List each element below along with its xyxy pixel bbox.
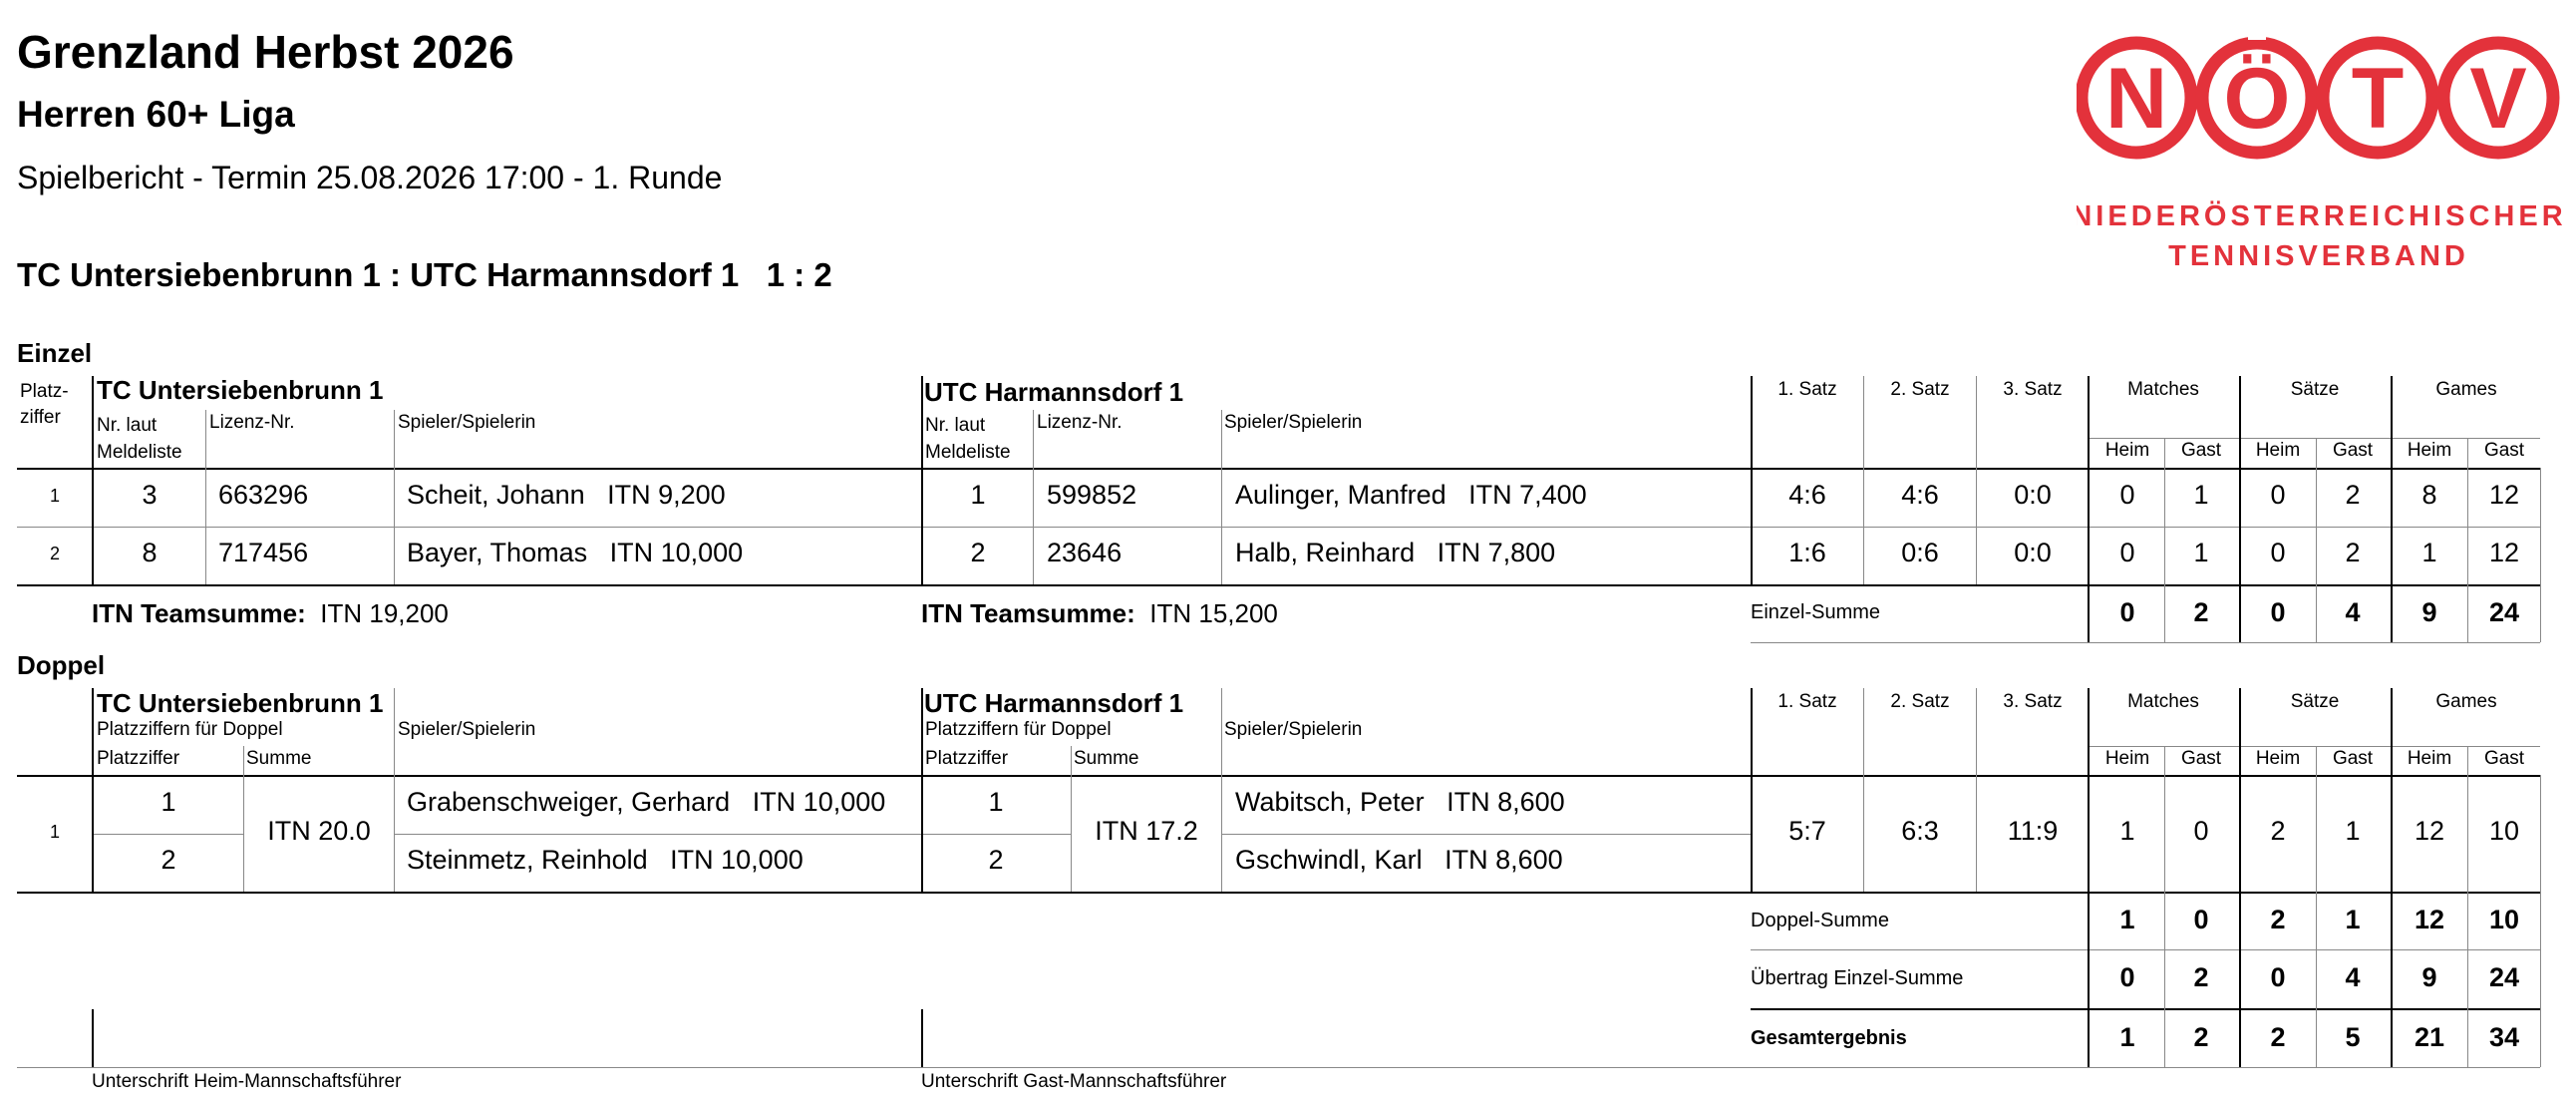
col-spieler: Spieler/Spielerin xyxy=(398,412,536,433)
row2-home-player: Bayer, Thomas ITN 10,000 xyxy=(407,538,744,567)
einzel-sum-games-gast: 24 xyxy=(2488,597,2520,627)
uebertrag-games-gast: 24 xyxy=(2488,962,2520,992)
col-nr-meldeliste-away: Nr. laut Meldeliste xyxy=(925,415,1011,463)
doppel-sum-saetze-heim: 2 xyxy=(2270,905,2286,934)
row2-matches-gast: 1 xyxy=(2193,538,2209,567)
header-satz-3: 3. Satz xyxy=(2003,691,2063,712)
row2-saetze-gast: 2 xyxy=(2345,538,2361,567)
uebertrag-saetze-heim: 0 xyxy=(2270,962,2286,992)
row2-away-lizenz: 23646 xyxy=(1047,538,1123,567)
row1-games-gast: 12 xyxy=(2488,480,2520,510)
row2-away-nr: 2 xyxy=(970,538,986,567)
row1-away-player: Aulinger, Manfred ITN 7,400 xyxy=(1235,480,1587,510)
row1-set3: 0:0 xyxy=(2014,480,2052,510)
doppel-matches-gast: 0 xyxy=(2193,816,2209,846)
sub-gast: Gast xyxy=(2332,748,2374,769)
doppel-games-heim: 12 xyxy=(2414,816,2445,846)
row1-matches-heim: 0 xyxy=(2119,480,2135,510)
row2-home-lizenz: 717456 xyxy=(218,538,309,567)
sub-gast: Gast xyxy=(2180,748,2222,769)
gesamt-saetze-heim: 2 xyxy=(2270,1022,2286,1052)
col-platzziffer-header: Platz- ziffer xyxy=(20,381,69,428)
header-satz-1: 1. Satz xyxy=(1777,379,1837,400)
uebertrag-matches-heim: 0 xyxy=(2119,962,2135,992)
doppel-away-summe: ITN 17.2 xyxy=(1095,816,1198,846)
header-saetze: Sätze xyxy=(2290,691,2340,712)
doppel-sum-saetze-gast: 1 xyxy=(2345,905,2361,934)
header-games: Games xyxy=(2435,379,2497,400)
doppel-saetze-heim: 2 xyxy=(2270,816,2286,846)
doppel-platz: 1 xyxy=(49,822,61,842)
einzel-sum-saetze-gast: 4 xyxy=(2345,597,2361,627)
signature-away-label: Unterschrift Gast-Mannschaftsführer xyxy=(921,1071,1227,1092)
doppel-heading: Doppel xyxy=(17,650,106,680)
header-matches: Matches xyxy=(2127,379,2199,400)
doppel-sum-matches-gast: 0 xyxy=(2193,905,2209,934)
row1-saetze-heim: 0 xyxy=(2270,480,2286,510)
row1-away-nr: 1 xyxy=(970,480,986,510)
gesamt-games-heim: 21 xyxy=(2414,1022,2445,1052)
sub-heim: Heim xyxy=(2104,748,2150,769)
sub-heim: Heim xyxy=(2407,440,2452,461)
sub-heim: Heim xyxy=(2407,748,2452,769)
doppel-home-team: TC Untersiebenbrunn 1 xyxy=(97,688,384,718)
sub-gast: Gast xyxy=(2332,440,2374,461)
match-line: TC Untersiebenbrunn 1 : UTC Harmannsdorf 1 1 : 2 xyxy=(17,256,832,293)
logo-letter-n: N xyxy=(2104,51,2168,147)
logo-letter-v: V xyxy=(2469,51,2527,147)
uebertrag-games-heim: 9 xyxy=(2421,962,2437,992)
doppel-set3: 11:9 xyxy=(2007,816,2059,846)
col-pz-doppel: Platzziffern für Doppel xyxy=(97,719,283,740)
sub-gast: Gast xyxy=(2483,748,2525,769)
sub-heim: Heim xyxy=(2104,440,2150,461)
header-games: Games xyxy=(2435,691,2497,712)
report-line: Spielbericht - Termin 25.08.2026 17:00 - 1. Runde xyxy=(17,160,723,195)
row2-matches-heim: 0 xyxy=(2119,538,2135,567)
gesamt-saetze-gast: 5 xyxy=(2345,1022,2361,1052)
einzel-sum-games-heim: 9 xyxy=(2421,597,2437,627)
sub-heim: Heim xyxy=(2255,440,2301,461)
row1-matches-gast: 1 xyxy=(2193,480,2209,510)
doppel-home-pz-1: 1 xyxy=(161,787,176,817)
doppel-summe-label: Doppel-Summe xyxy=(1751,910,1889,931)
row2-saetze-heim: 0 xyxy=(2270,538,2286,567)
row1-set2: 4:6 xyxy=(1901,480,1939,510)
row1-platz: 1 xyxy=(49,486,61,506)
col-spieler-away: Spieler/Spielerin xyxy=(1224,412,1363,433)
header-satz-1: 1. Satz xyxy=(1777,691,1837,712)
gesamt-games-gast: 34 xyxy=(2488,1022,2520,1052)
doppel-sum-games-gast: 10 xyxy=(2488,905,2520,934)
header-matches: Matches xyxy=(2127,691,2199,712)
away-itn-teamsumme: ITN Teamsumme: ITN 15,200 xyxy=(921,598,1278,628)
doppel-home-summe: ITN 20.0 xyxy=(267,816,371,846)
doppel-games-gast: 10 xyxy=(2488,816,2520,846)
einzel-summe-label: Einzel-Summe xyxy=(1751,601,1881,623)
signature-home-label: Unterschrift Heim-Mannschaftsführer xyxy=(92,1071,402,1092)
sub-heim: Heim xyxy=(2255,748,2301,769)
doppel-home-player-2: Steinmetz, Reinhold ITN 10,000 xyxy=(407,845,804,875)
row2-home-nr: 8 xyxy=(142,538,158,567)
doppel-away-player-2: Gschwindl, Karl ITN 8,600 xyxy=(1235,845,1563,875)
event-title: Grenzland Herbst 2026 xyxy=(17,26,514,78)
uebertrag-saetze-gast: 4 xyxy=(2345,962,2361,992)
row1-set1: 4:6 xyxy=(1788,480,1826,510)
row1-home-lizenz: 663296 xyxy=(218,480,309,510)
noetv-logo xyxy=(2077,26,2565,280)
doppel-away-pz-2: 2 xyxy=(988,845,1004,875)
doppel-matches-heim: 1 xyxy=(2119,816,2135,846)
logo-letter-o: Ö xyxy=(2223,51,2291,147)
sub-gast: Gast xyxy=(2483,440,2525,461)
uebertrag-label: Übertrag Einzel-Summe xyxy=(1751,967,1964,989)
doppel-away-player-1: Wabitsch, Peter ITN 8,600 xyxy=(1235,787,1565,817)
row2-games-gast: 12 xyxy=(2488,538,2520,567)
gesamt-matches-heim: 1 xyxy=(2119,1022,2135,1052)
einzel-heading: Einzel xyxy=(17,338,93,368)
doppel-set2: 6:3 xyxy=(1901,816,1939,846)
row2-games-heim: 1 xyxy=(2421,538,2437,567)
row2-set3: 0:0 xyxy=(2014,538,2052,567)
row1-home-nr: 3 xyxy=(142,480,158,510)
doppel-sum-games-heim: 12 xyxy=(2414,905,2445,934)
header-satz-2: 2. Satz xyxy=(1890,379,1950,400)
col-platzziffer-away: Platzziffer xyxy=(925,748,1009,769)
row2-platz: 2 xyxy=(49,544,61,563)
doppel-away-pz-1: 1 xyxy=(988,787,1004,817)
header-satz-2: 2. Satz xyxy=(1890,691,1950,712)
doppel-home-pz-2: 2 xyxy=(161,845,176,875)
league-title: Herren 60+ Liga xyxy=(17,94,295,135)
einzel-sum-matches-gast: 2 xyxy=(2193,597,2209,627)
gesamt-matches-gast: 2 xyxy=(2193,1022,2209,1052)
einzel-sum-saetze-heim: 0 xyxy=(2270,597,2286,627)
row2-set2: 0:6 xyxy=(1901,538,1939,567)
row1-saetze-gast: 2 xyxy=(2345,480,2361,510)
row1-games-heim: 8 xyxy=(2421,480,2437,510)
col-lizenz: Lizenz-Nr. xyxy=(209,412,295,433)
col-spieler-doppel-away: Spieler/Spielerin xyxy=(1224,719,1363,740)
col-platzziffer: Platzziffer xyxy=(97,748,180,769)
col-spieler-doppel: Spieler/Spielerin xyxy=(398,719,536,740)
col-summe: Summe xyxy=(246,748,312,769)
einzel-sum-matches-heim: 0 xyxy=(2119,597,2135,627)
einzel-home-team: TC Untersiebenbrunn 1 xyxy=(97,375,384,405)
doppel-saetze-gast: 1 xyxy=(2345,816,2361,846)
doppel-set1: 5:7 xyxy=(1788,816,1826,846)
header-satz-3: 3. Satz xyxy=(2003,379,2063,400)
col-pz-doppel-away: Platzziffern für Doppel xyxy=(925,719,1112,740)
logo-line1: NIEDERÖSTERREICHISCHER xyxy=(2077,200,2565,232)
row2-away-player: Halb, Reinhard ITN 7,800 xyxy=(1235,538,1556,567)
col-lizenz-away: Lizenz-Nr. xyxy=(1037,412,1123,433)
row1-home-player: Scheit, Johann ITN 9,200 xyxy=(407,480,726,510)
einzel-away-team: UTC Harmannsdorf 1 xyxy=(924,377,1184,407)
home-itn-teamsumme: ITN Teamsumme: ITN 19,200 xyxy=(92,598,449,628)
row1-away-lizenz: 599852 xyxy=(1047,480,1137,510)
row2-set1: 1:6 xyxy=(1788,538,1826,567)
doppel-sum-matches-heim: 1 xyxy=(2119,905,2135,934)
doppel-home-player-1: Grabenschweiger, Gerhard ITN 10,000 xyxy=(407,787,886,817)
sub-gast: Gast xyxy=(2180,440,2222,461)
header-saetze: Sätze xyxy=(2290,379,2340,400)
uebertrag-matches-gast: 2 xyxy=(2193,962,2209,992)
doppel-away-team: UTC Harmannsdorf 1 xyxy=(924,688,1184,718)
col-nr-meldeliste: Nr. laut Meldeliste xyxy=(97,415,182,463)
col-summe-away: Summe xyxy=(1074,748,1139,769)
logo-letter-t: T xyxy=(2351,51,2405,147)
logo-line2: TENNISVERBAND xyxy=(2168,240,2469,272)
gesamt-label: Gesamtergebnis xyxy=(1751,1027,1907,1049)
